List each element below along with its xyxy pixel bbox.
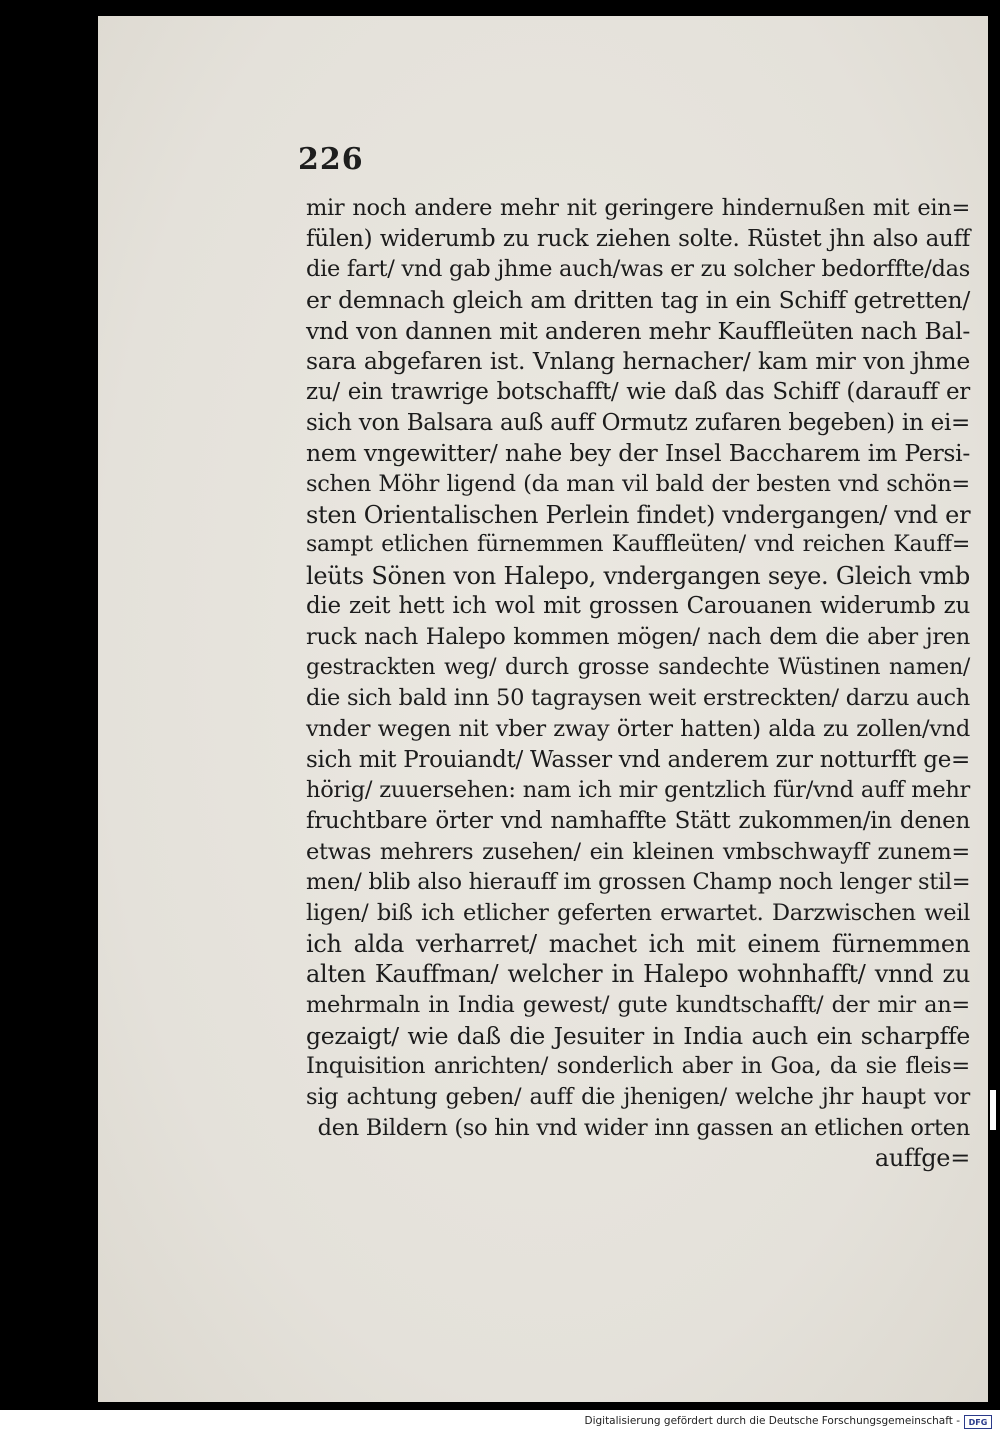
text-line: die sich bald inn 50 tagraysen weit erstreckten/ darzu auch — [306, 685, 970, 712]
text-line: vnd von dannen mit anderen mehr Kauffleüten nach Bal- — [306, 316, 970, 345]
text-line: alten Kauffman/ welcher in Halepo wohnhafft/ vnnd zu — [306, 960, 970, 989]
text-line: vnder wegen nit vber zway örter hatten) alda zu zollen/vnd — [306, 716, 970, 743]
text-line: schen Möhr ligend (da man vil bald der besten vnd schön= — [306, 470, 970, 497]
text-line: sig achtung geben/ auff die jhenigen/ welche jhr haupt vor — [306, 1083, 970, 1110]
text-line: Inquisition anrichten/ sonderlich aber in Goa, da sie fleis= — [306, 1053, 970, 1080]
text-line: sampt etlichen fürnemmen Kauffleüten/ vnd reichen Kauff= — [306, 532, 970, 558]
text-line: die zeit hett ich wol mit grossen Carouanen widerumb zu — [306, 593, 970, 620]
page-number: 226 — [298, 142, 364, 177]
text-line: fruchtbare örter vnd namhaffte Stätt zukommen/in denen — [306, 808, 970, 834]
text-line: mehrmaln in India gewest/ gute kundtschafft/ der mir an= — [306, 991, 970, 1018]
text-line: sten Orientalischen Perlein findet) vndergangen/ vnd er — [306, 500, 971, 529]
text-line: sich von Balsara auß auff Ormutz zufaren begeben) in ei= — [306, 409, 970, 436]
catchword: auffge= — [874, 1144, 970, 1173]
text-line: sara abgefaren ist. Vnlang hernacher/ kam mir von jhme — [306, 347, 970, 376]
text-line: leüts Sönen von Halepo, vndergangen seye. Gleich vmb — [306, 561, 970, 590]
text-line: den Bildern (so hin vnd wider inn gassen an etlichen orten — [317, 1114, 970, 1141]
text-line: nem vngewitter/ nahe bey der Insel Baccharem im Persi- — [306, 439, 970, 468]
text-line: fülen) widerumb zu ruck ziehen solte. Rüstet jhn also auff — [306, 225, 970, 252]
text-line: gestrackten weg/ durch grosse sandechte Wüstinen namen/ — [306, 654, 970, 680]
text-line: zu/ ein trawrige botschafft/ wie daß das Schiff (darauff er — [306, 378, 970, 405]
text-line: ligen/ biß ich etlicher geferten erwartet. Darzwischen weil — [306, 899, 970, 926]
text-line: ruck nach Halepo kommen mögen/ nach dem die aber jren — [306, 624, 970, 651]
text-line: men/ blib also hierauff im grossen Champ noch lenger stil= — [306, 869, 971, 896]
footer-bar — [0, 1410, 1000, 1436]
text-line: hörig/ zuuersehen: nam ich mir gentzlich für/vnd auff mehr — [306, 777, 970, 804]
text-line: ich alda verharret/ machet ich mit einem fürnemmen — [306, 929, 970, 958]
text-line: sich mit Prouiandt/ Wasser vnd anderem zur notturfft ge= — [306, 746, 970, 773]
text-line: mir noch andere mehr nit geringere hindernußen mit ein= — [306, 195, 970, 221]
text-line: er demnach gleich am dritten tag in ein Schiff getretten/ — [306, 285, 970, 314]
dfg-logo-icon: DFG — [964, 1415, 992, 1429]
text-line: gezaigt/ wie daß die Jesuiter in India auch ein scharpffe — [306, 1021, 970, 1050]
scan-edge-marker — [990, 1090, 996, 1130]
text-line: etwas mehrers zusehen/ ein kleinen vmbschwayff zunem= — [306, 838, 970, 865]
footer-credit: Digitalisierung gefördert durch die Deutsche Forschungsgemeinschaft - — [584, 1415, 960, 1427]
text-line: die fart/ vnd gab jhme auch/was er zu solcher bedorffte/das — [306, 256, 970, 283]
